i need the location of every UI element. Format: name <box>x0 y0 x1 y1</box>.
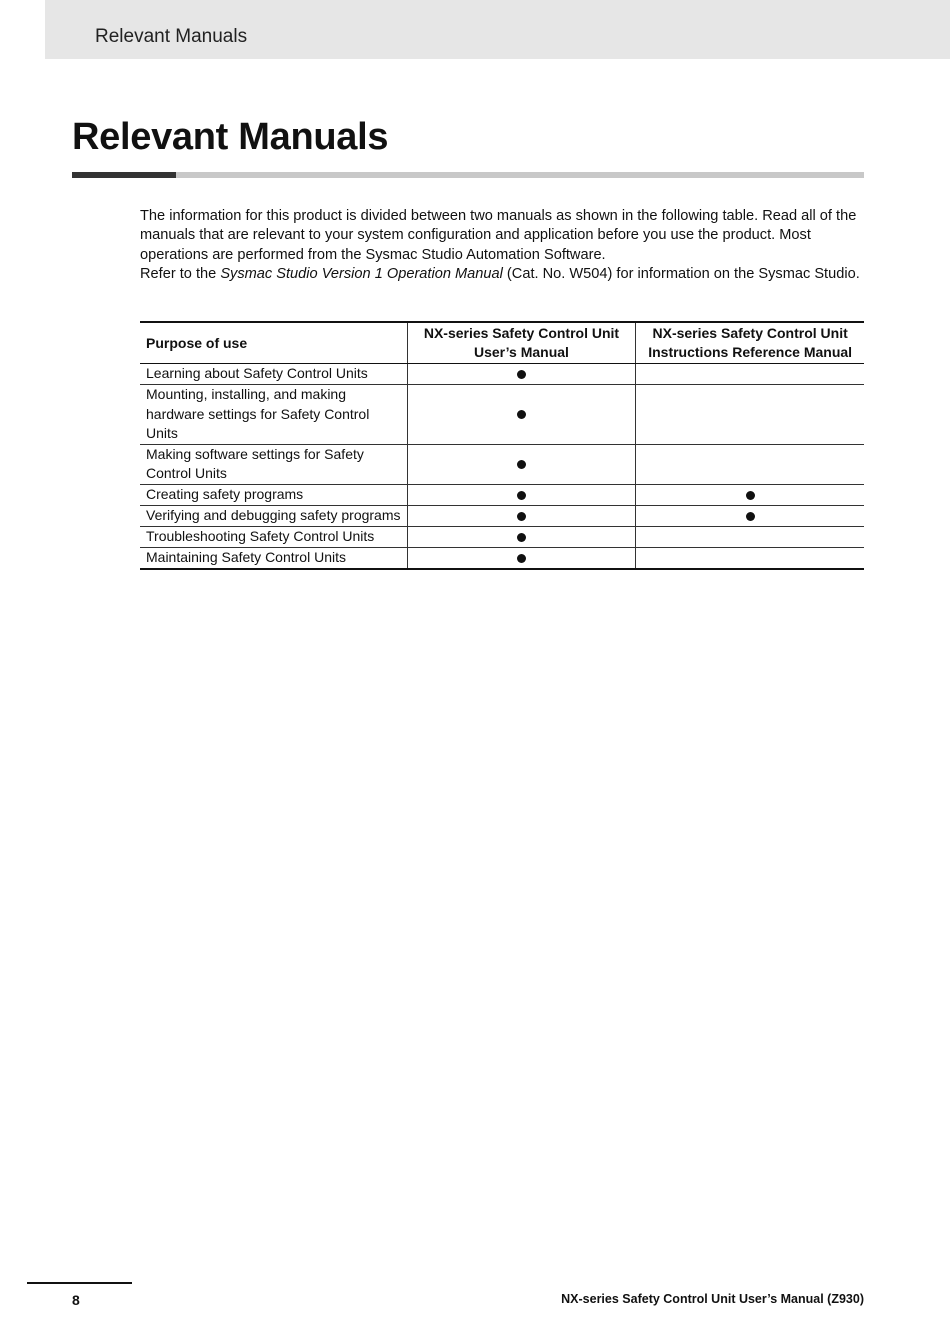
header-instructions-manual: NX-series Safety Control Unit Instructions Reference Manual <box>636 322 864 364</box>
users-manual-cell <box>407 364 636 385</box>
table-body <box>140 364 864 569</box>
users-manual-cell <box>407 547 636 569</box>
running-header <box>45 0 950 59</box>
bullet-dot-icon <box>746 491 755 500</box>
title-underline <box>72 172 864 178</box>
bullet-dot-icon <box>746 512 755 521</box>
table-row <box>140 364 864 385</box>
users-manual-cell <box>407 444 636 484</box>
table-row <box>140 505 864 526</box>
table-row <box>140 444 864 484</box>
users-manual-cell <box>407 526 636 547</box>
instructions-manual-cell <box>636 385 864 445</box>
bullet-dot-icon <box>517 491 526 500</box>
users-manual-cell <box>407 385 636 445</box>
instructions-manual-cell <box>636 526 864 547</box>
bullet-dot-icon <box>517 370 526 379</box>
title-underline-accent <box>72 172 176 178</box>
users-manual-cell <box>407 484 636 505</box>
intro-p2-before: Refer to the <box>140 265 221 282</box>
page-number: 8 <box>72 1292 80 1308</box>
header-purpose: Purpose of use <box>140 322 407 364</box>
table-header-row <box>140 322 864 364</box>
purpose-cell: Maintaining Safety Control Units <box>140 547 407 569</box>
intro-p2-after: (Cat. No. W504) for information on the Sysmac Studio. <box>502 265 860 282</box>
footer-manual-title: NX-series Safety Control Unit User’s Manual (Z930) <box>561 1292 864 1306</box>
instructions-manual-cell <box>636 364 864 385</box>
instructions-manual-cell <box>636 444 864 484</box>
instructions-manual-cell <box>636 547 864 569</box>
purpose-cell: Troubleshooting Safety Control Units <box>140 526 407 547</box>
table-row <box>140 484 864 505</box>
bullet-dot-icon <box>517 460 526 469</box>
instructions-manual-cell <box>636 484 864 505</box>
manuals-table <box>140 321 864 570</box>
purpose-cell: Learning about Safety Control Units <box>140 364 407 385</box>
footer-rule <box>27 1282 132 1284</box>
purpose-cell: Mounting, installing, and making hardware settings for Safety Control Units <box>140 385 407 445</box>
instructions-manual-cell <box>636 505 864 526</box>
purpose-cell: Creating safety programs <box>140 484 407 505</box>
table-row <box>140 547 864 569</box>
bullet-dot-icon <box>517 410 526 419</box>
intro-paragraph-1: The information for this product is divided between two manuals as shown in the following table. Read all of the manuals that are relevant to your system configuration and application before you use the product. Most operations are performed from the Sysmac Studio Automation Software. <box>140 208 857 263</box>
users-manual-cell <box>407 505 636 526</box>
intro-text <box>140 207 864 284</box>
page-title: Relevant Manuals <box>72 116 389 158</box>
header-users-manual: NX-series Safety Control Unit User’s Manual <box>407 322 636 364</box>
bullet-dot-icon <box>517 512 526 521</box>
bullet-dot-icon <box>517 554 526 563</box>
bullet-dot-icon <box>517 533 526 542</box>
purpose-cell: Verifying and debugging safety programs <box>140 505 407 526</box>
running-header-title: Relevant Manuals <box>95 26 248 47</box>
intro-paragraph-2 <box>140 265 864 284</box>
intro-manual-reference: Sysmac Studio Version 1 Operation Manual <box>220 265 503 282</box>
table-row <box>140 385 864 445</box>
purpose-cell: Making software settings for Safety Control Units <box>140 444 407 484</box>
table-row <box>140 526 864 547</box>
